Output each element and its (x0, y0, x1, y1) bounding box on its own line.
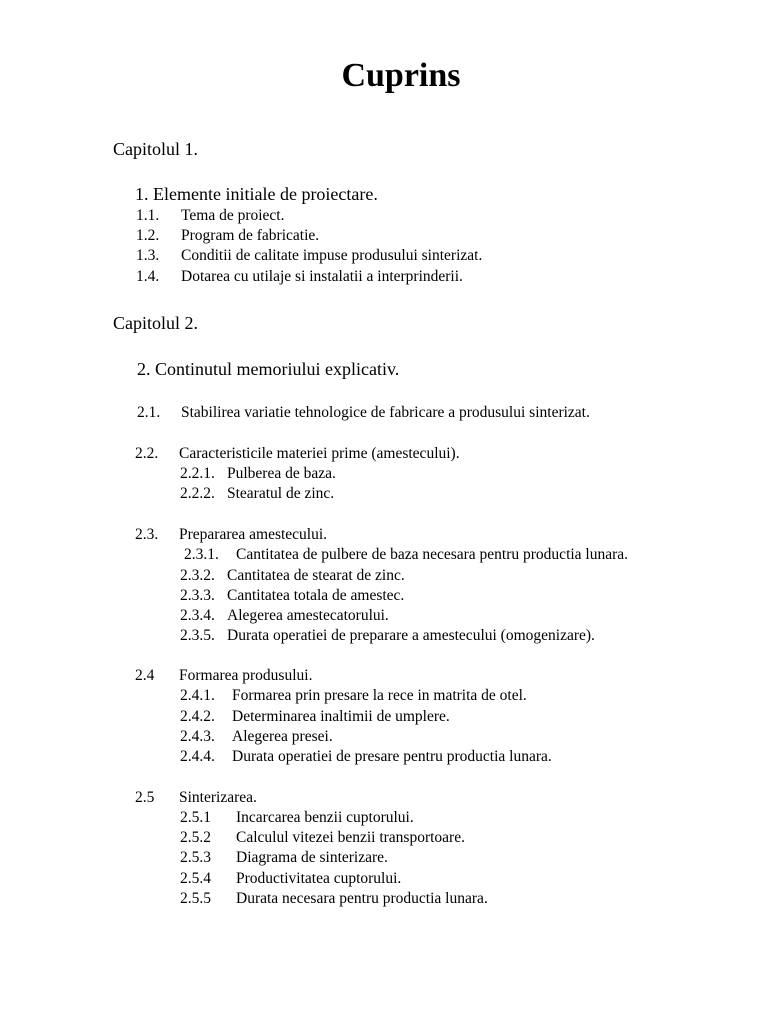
toc-subentry-number: 2.4.1. (180, 687, 215, 704)
toc-subentry-text: Cantitatea de pulbere de baza necesara pentru productia lunara. (236, 546, 629, 563)
toc-subentry-text: Durata necesara pentru productia lunara. (236, 890, 488, 907)
toc-subentry-number: 2.4.4. (180, 748, 215, 765)
toc-section-number: 2.3. (135, 526, 159, 543)
toc-subentry-text: Pulberea de baza. (227, 465, 336, 482)
toc-entry-number: 1.3. (136, 247, 160, 264)
chapter-1-label: Capitolul 1. (113, 139, 198, 159)
toc-subentry-text: Formarea prin presare la rece in matrita de otel. (232, 687, 527, 704)
toc-subentry-number: 2.5.5 (180, 890, 211, 907)
toc-subentry-number: 2.2.2. (180, 485, 215, 502)
toc-subentry-text: Durata operatiei de presare pentru productia lunara. (232, 748, 552, 765)
toc-subentry-number: 2.4.2. (180, 708, 215, 725)
toc-subentry-number: 2.2.1. (180, 465, 215, 482)
toc-section-number: 2.1. (137, 404, 161, 421)
chapter-1-heading: 1. Elemente initiale de proiectare. (135, 184, 378, 204)
toc-entry-text: Conditii de calitate impuse produsului sinterizat. (181, 247, 483, 264)
toc-subentry-text: Durata operatiei de preparare a amestecului (omogenizare). (227, 627, 595, 644)
chapter-2-heading: 2. Continutul memoriului explicativ. (137, 359, 400, 379)
toc-entry-text: Program de fabricatie. (181, 227, 320, 244)
toc-subentry-text: Diagrama de sinterizare. (236, 849, 388, 866)
toc-subentry-number: 2.5.2 (180, 829, 211, 846)
toc-entry-number: 1.4. (136, 268, 160, 285)
toc-subentry-text: Cantitatea totala de amestec. (227, 587, 405, 604)
toc-subentry-number: 2.3.1. (184, 546, 219, 563)
toc-subentry-number: 2.5.4 (180, 870, 211, 887)
toc-subentry-text: Cantitatea de stearat de zinc. (227, 567, 405, 584)
toc-subentry-text: Productivitatea cuptorului. (236, 870, 402, 887)
toc-subentry-number: 2.3.5. (180, 627, 215, 644)
toc-section-text: Sinterizarea. (179, 789, 257, 806)
page-title: Cuprins (341, 57, 461, 94)
toc-subentry-text: Incarcarea benzii cuptorului. (236, 809, 414, 826)
toc-section-text: Stabilirea variatie tehnologice de fabricare a produsului sinterizat. (181, 404, 590, 421)
chapter-2-label: Capitolul 2. (113, 313, 198, 333)
toc-subentry-text: Stearatul de zinc. (227, 485, 335, 502)
toc-subentry-number: 2.3.2. (180, 567, 215, 584)
toc-subentry-text: Determinarea inaltimii de umplere. (232, 708, 450, 725)
toc-subentry-number: 2.3.4. (180, 607, 215, 624)
toc-section-text: Formarea produsului. (179, 667, 313, 684)
toc-entry-number: 1.1. (136, 207, 160, 224)
toc-section-text: Caracteristicile materiei prime (amestecului). (179, 445, 460, 462)
toc-entry-number: 1.2. (136, 227, 160, 244)
toc-entry-text: Tema de proiect. (181, 207, 285, 224)
toc-subentry-text: Alegerea presei. (232, 728, 333, 745)
toc-section-text: Prepararea amestecului. (179, 526, 328, 543)
toc-subentry-text: Alegerea amestecatorului. (227, 607, 389, 624)
toc-subentry-number: 2.5.1 (180, 809, 211, 826)
toc-subentry-number: 2.3.3. (180, 587, 215, 604)
toc-subentry-number: 2.5.3 (180, 849, 211, 866)
toc-entry-text: Dotarea cu utilaje si instalatii a interprinderii. (181, 268, 463, 285)
toc-section-number: 2.2. (135, 445, 159, 462)
toc-subentry-number: 2.4.3. (180, 728, 215, 745)
toc-section-number: 2.5 (135, 789, 155, 806)
toc-subentry-text: Calculul vitezei benzii transportoare. (236, 829, 465, 846)
toc-section-number: 2.4 (135, 667, 155, 684)
